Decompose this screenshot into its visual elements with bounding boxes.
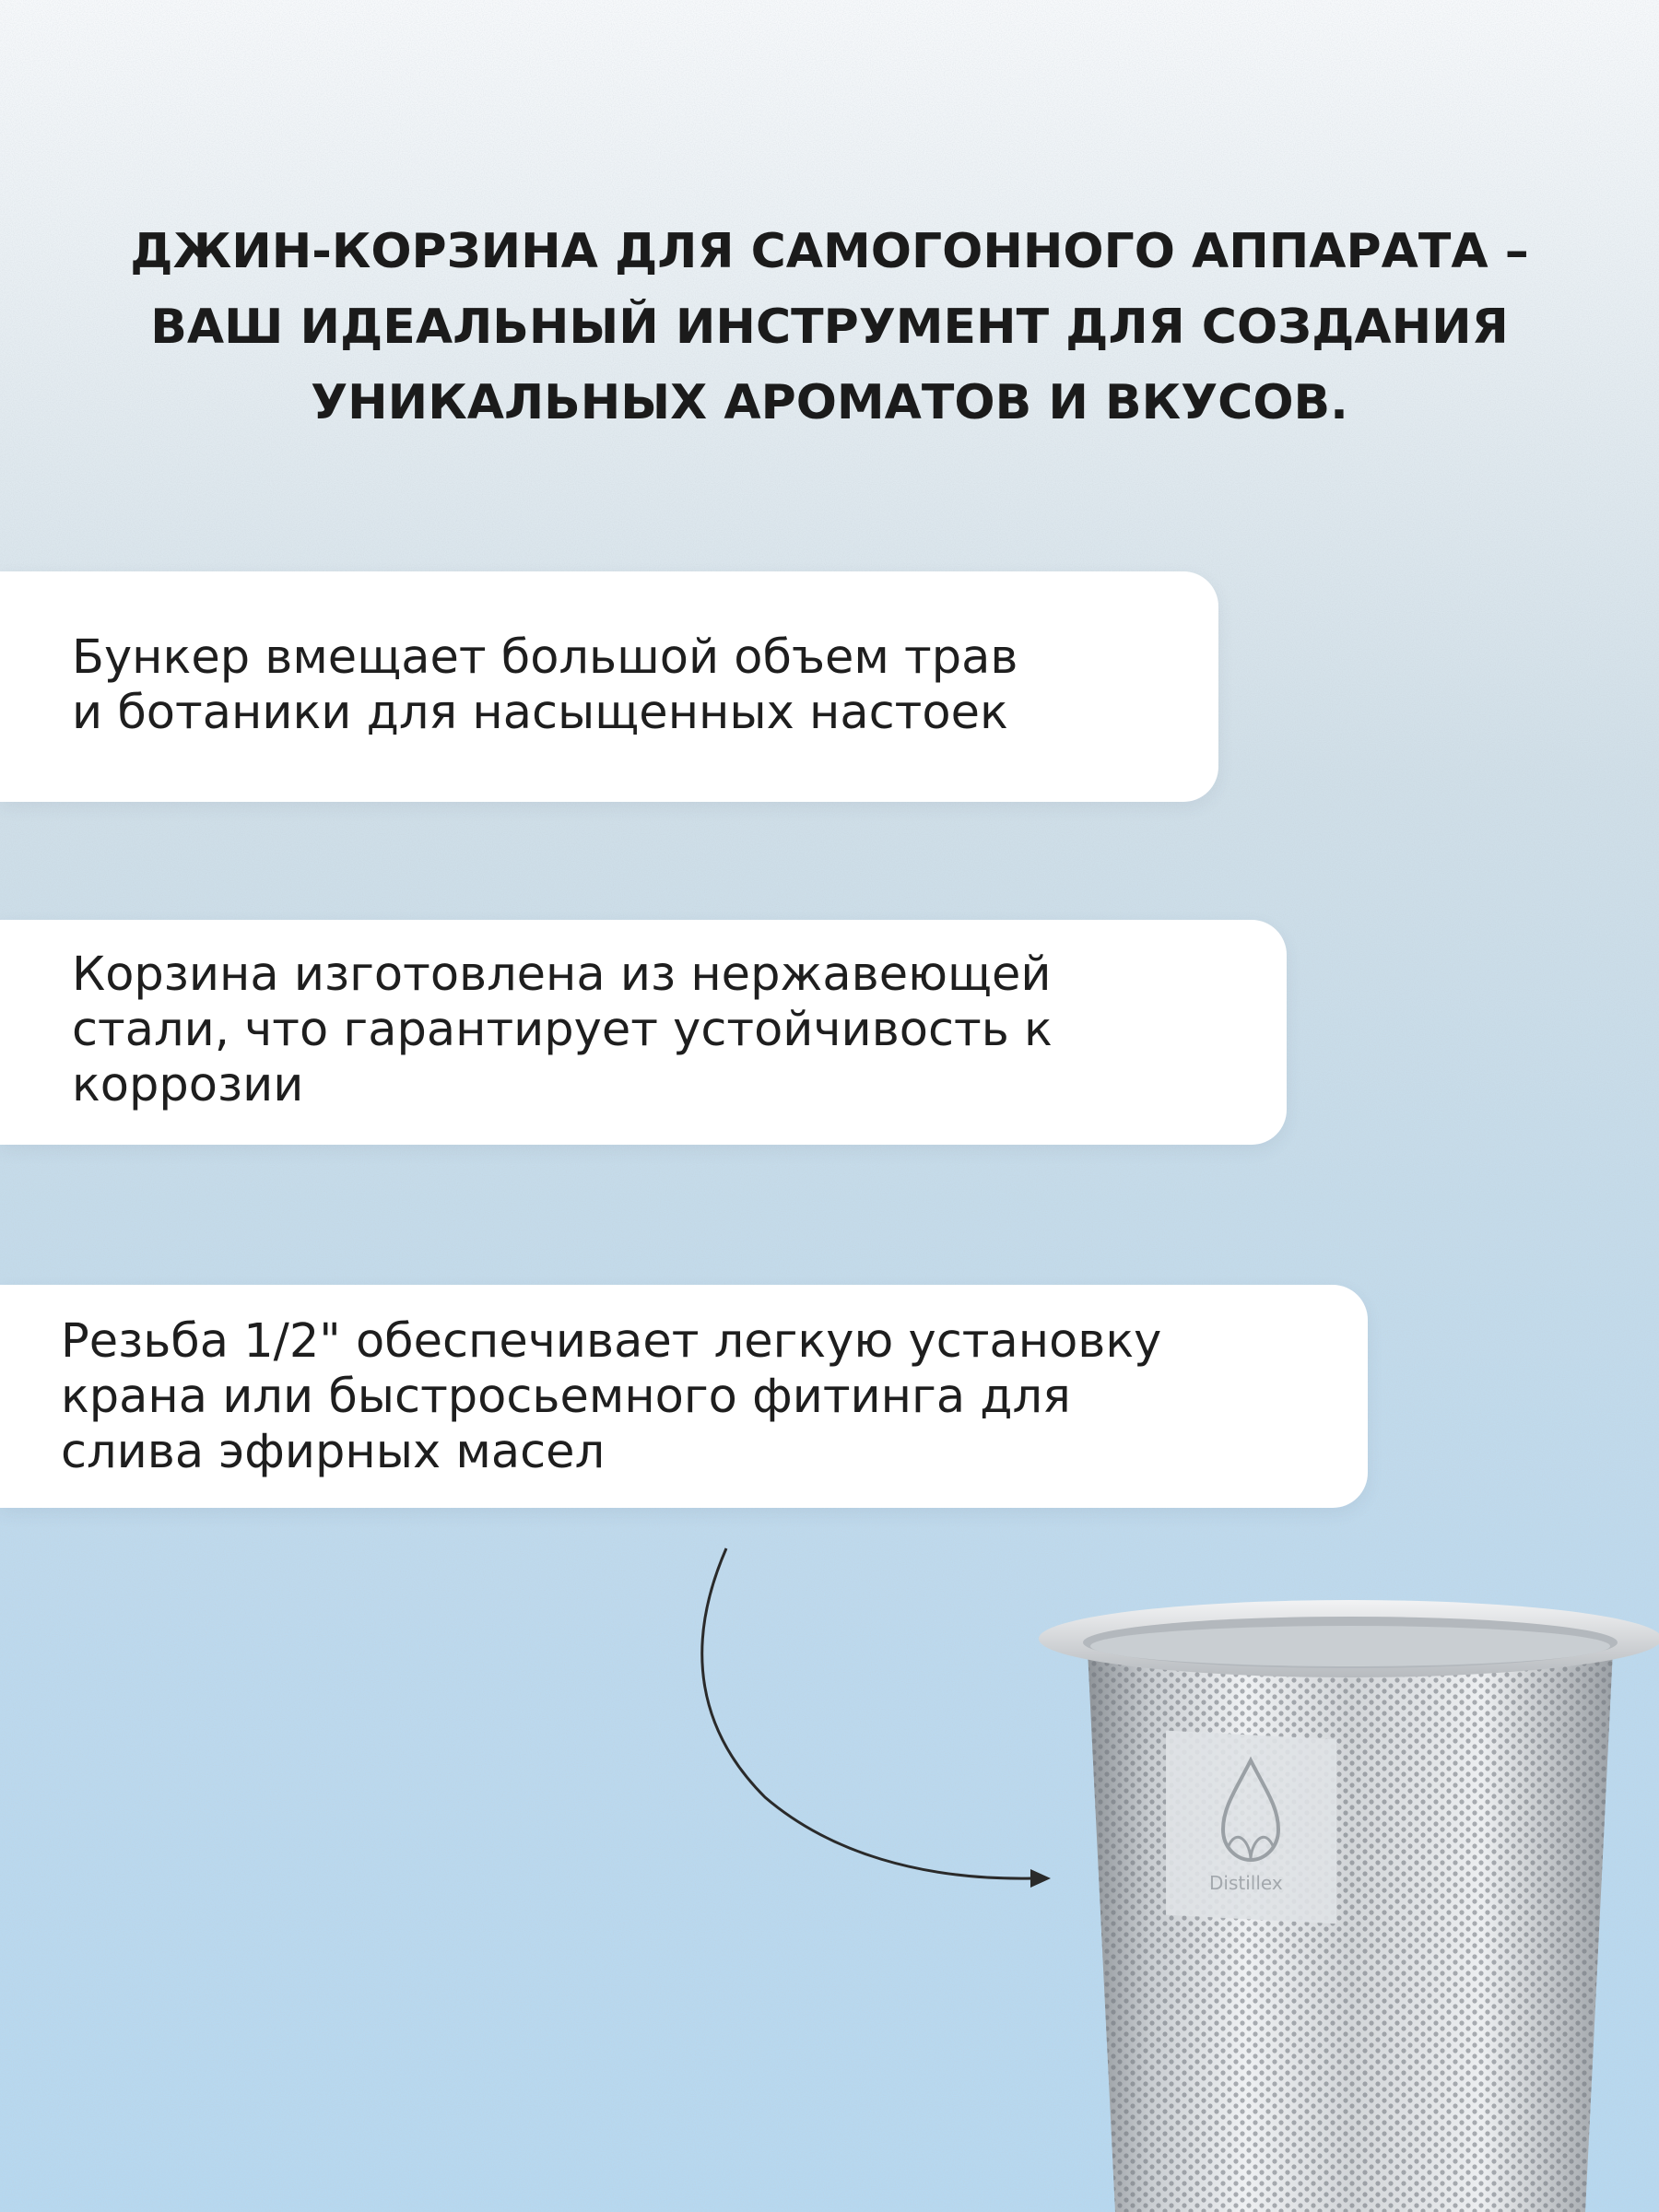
feature-text-line: и ботаники для насыщенных настоек xyxy=(72,686,1008,740)
title-line: ВАШ ИДЕАЛЬНЫЙ ИНСТРУМЕНТ ДЛЯ СОЗДАНИЯ xyxy=(150,300,1509,355)
gin-basket-image xyxy=(1032,1567,1659,2212)
feature-card-stainless xyxy=(0,920,1287,1145)
page-title xyxy=(74,214,1585,441)
feature-card-thread xyxy=(0,1285,1368,1508)
feature-text-line: коррозии xyxy=(72,1058,304,1112)
title-line: УНИКАЛЬНЫХ АРОМАТОВ И ВКУСОВ. xyxy=(311,375,1348,430)
feature-text-line: слива эфирных масел xyxy=(61,1425,606,1479)
feature-text-line: Резьба 1/2" обеспечивает легкую установку xyxy=(61,1314,1162,1369)
svg-text:Distillex: Distillex xyxy=(1209,1872,1283,1894)
feature-text-line: Корзина изготовлена из нержавеющей xyxy=(72,947,1052,1002)
feature-text-line: Бункер вмещает большой объем трав xyxy=(72,630,1018,685)
feature-text-line: стали, что гарантирует устойчивость к xyxy=(72,1003,1053,1057)
feature-text-line: крана или быстросьемного фитинга для xyxy=(61,1370,1071,1424)
title-line: ДЖИН-КОРЗИНА ДЛЯ САМОГОННОГО АППАРАТА – xyxy=(130,224,1529,279)
feature-card-capacity xyxy=(0,571,1218,802)
